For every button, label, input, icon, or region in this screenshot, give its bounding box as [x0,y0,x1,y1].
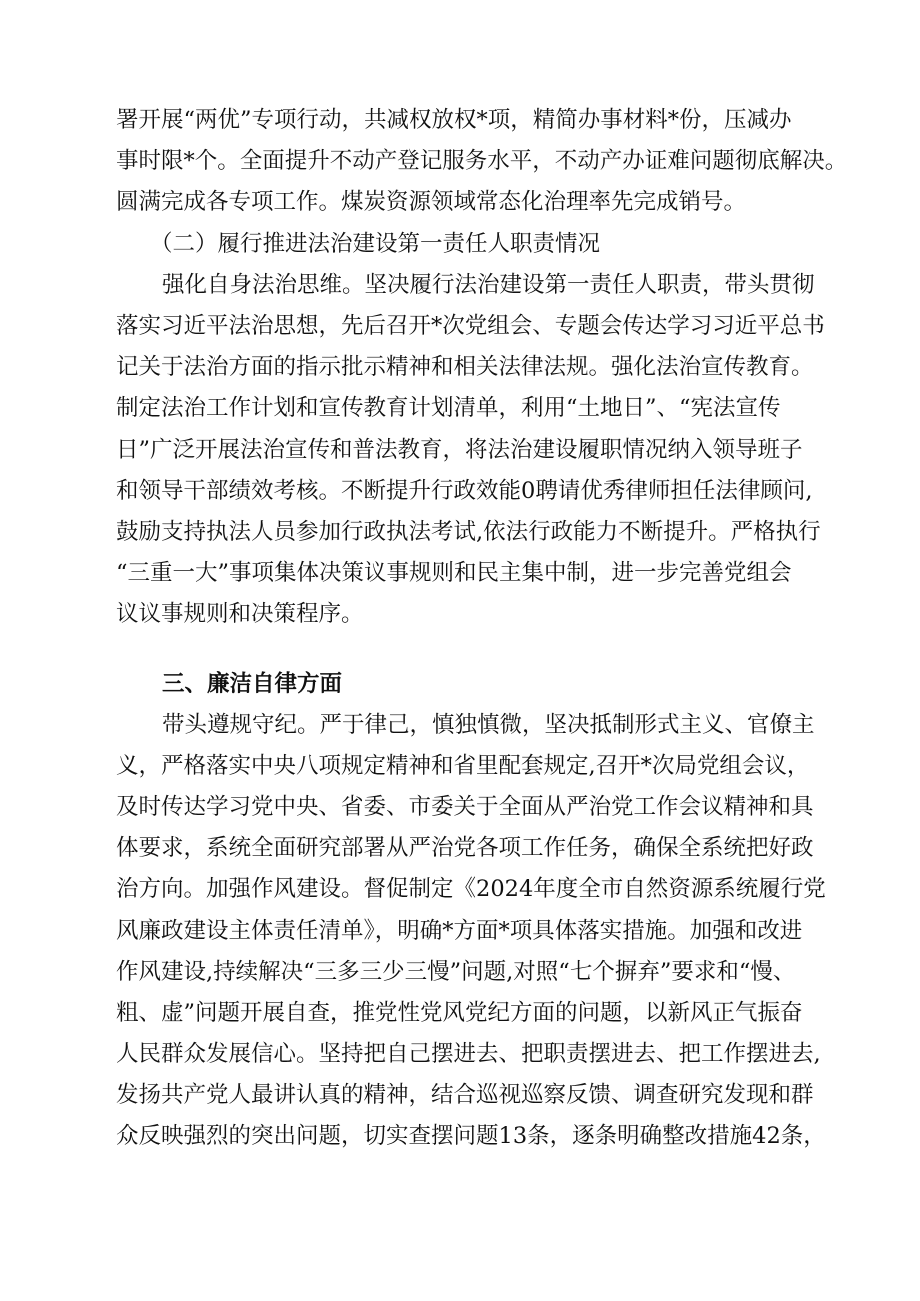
section-subheading: （二）履行推进法治建设第一责任人职责情况 [150,231,601,257]
body-text-line: 风廉政建设主体责任清单》，明确*方面*项具体落实措施。加强和改进 [116,918,803,944]
section-heading: 三、廉洁自律方面 [162,671,343,697]
body-text-line: 日”广泛开展法治宣传和普法教育，将法治建设履职情况纳入领导班子 [116,437,803,463]
body-text-line: 事时限*个。全面提升不动产登记服务水平，不动产办证难问题彻底解决。 [116,148,848,174]
body-text-line: 粗、虚”问题开展自查，推党性党风党纪方面的问题，以新风正气振奋 [116,1000,803,1026]
body-text-line: 落实习近平法治思想，先后召开*次党组会、专题会传达学习习近平总书 [116,313,825,339]
body-text-line: 鼓励支持执法人员参加行政执法考试,依法行政能力不断提升。严格执行 [116,519,821,545]
body-text-line: “三重一大”事项集体决策议事规则和民主集中制，进一步完善党组会 [116,560,792,586]
body-text-line: 强化自身法治思维。坚决履行法治建设第一责任人职责，带头贯彻 [162,272,815,298]
body-text-line: 议议事规则和决策程序。 [116,601,364,627]
body-text-line: 义，严格落实中央八项规定精神和省里配套规定,召开*次局党组会议， [116,753,810,779]
body-text-line: 圆满完成各专项工作。煤炭资源领域常态化治理率先完成销号。 [116,189,747,215]
body-text-line: 人民群众发展信心。坚持把自己摆进去、把职责摆进去、把工作摆进去, [116,1041,821,1067]
body-text-line: 和领导干部绩效考核。不断提升行政效能0聘请优秀律师担任法律顾问, [116,478,813,504]
body-text-line: 制定法治工作计划和宣传教育计划清单，利用“土地日”、“宪法宣传 [116,395,781,421]
body-text-line: 记关于法治方面的指示批示精神和相关法律法规。强化法治宣传教育。 [116,354,814,380]
body-text-line: 及时传达学习党中央、省委、市委关于全面从严治党工作会议精神和具 [116,794,814,820]
body-text-line: 作风建设,持续解决“三多三少三慢”问题,对照“七个摒弃”要求和“慢、 [116,959,796,985]
body-text-line: 署开展“两优”专项行动，共减权放权*项，精简办事材料*份，压减办 [116,107,792,133]
body-text-line: 带头遵规守纪。严于律己，慎独慎微，坚决抵制形式主义、官僚主 [162,712,815,738]
body-text-line: 众反映强烈的突出问题，切实查摆问题13条，逐条明确整改措施42条， [116,1123,826,1149]
body-text-line: 发扬共产党人最讲认真的精神，结合巡视巡察反馈、调查研究发现和群 [116,1082,814,1108]
body-text-line: 治方向。加强作风建设。督促制定《2024年度全市自然资源系统履行党 [116,876,826,902]
body-text-line: 体要求，系统全面研究部署从严治党各项工作任务，确保全系统把好政 [116,835,814,861]
